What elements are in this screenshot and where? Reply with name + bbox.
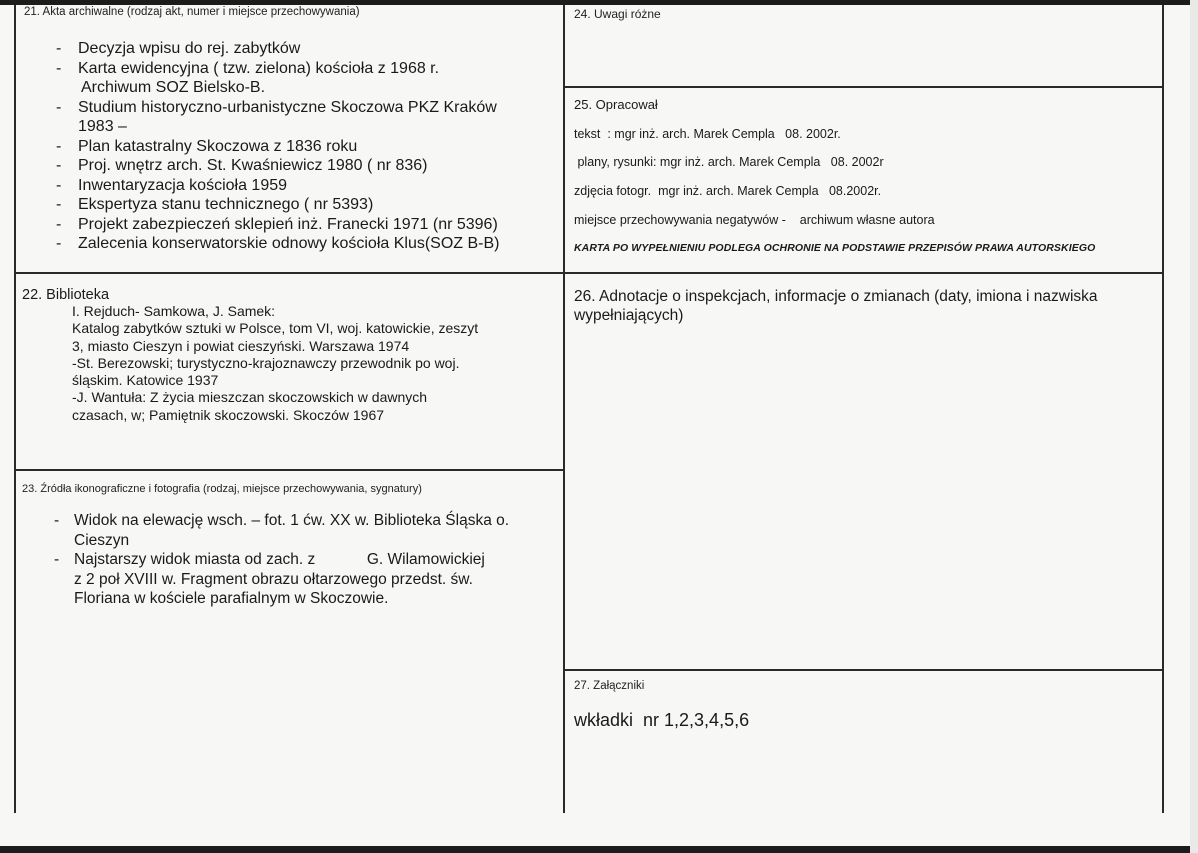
- section-23-list: [22, 511, 559, 609]
- divider-right-26-27: [563, 669, 1163, 671]
- list-item: - Projekt zabezpieczeń sklepień inż. Franecki 1971 (nr 5396): [24, 215, 559, 235]
- section-25-prepared-by: [574, 97, 1162, 272]
- list-item: - Proj. wnętrz arch. St. Kwaśniewicz 1980 ( nr 836): [24, 156, 559, 176]
- list-item: - Widok na elewację wsch. – fot. 1 ćw. XX w. Biblioteka Śląska o. Cieszyn: [22, 511, 559, 550]
- list-item: - Ekspertyza stanu technicznego ( nr 5393): [24, 195, 559, 215]
- form-border-right: [1162, 5, 1164, 813]
- text-author: tekst : mgr inż. arch. Marek Cempla 08. 2002r.: [574, 127, 841, 141]
- section-21-list: [24, 39, 559, 254]
- list-item: - Najstarszy widok miasta od zach. z G. Wilamowickiej z 2 poł XVIII w. Fragment obrazu ołtarzowego przedst. św. Floriana w kościele parafialnym w Skoczowie.: [22, 550, 559, 609]
- divider-right-25-26: [563, 272, 1163, 274]
- section-22-bibliography: I. Rejduch- Samkowa, J. Samek: Katalog zabytków sztuki w Polsce, tom VI, woj. katowickie, zeszyt 3, miasto Cieszyn i powiat cieszyński. Warszawa 1974 -St. Berezowski; turystyczno-krajoznawczy przewodnik po woj. śląskim. Katowice 1937 -J. Wantuła: Z życia mieszczan skoczowskich w dawnych czasach, w; Pamiętnik skoczowski. Skoczów 1967: [72, 303, 479, 423]
- list-item: - Karta ewidencyjna ( tzw. zielona) kościoła z 1968 r. Archiwum SOZ Bielsko-B.: [24, 59, 559, 98]
- section-27-attachments: [574, 680, 1159, 731]
- attachments-value: wkładki nr 1,2,3,4,5,6: [574, 710, 750, 730]
- drawings-author: plany, rysunki: mgr inż. arch. Marek Cempla 08. 2002r: [574, 155, 884, 169]
- section-21-archival-records: [24, 6, 559, 254]
- section-24-label: 24. Uwagi różne: [574, 7, 661, 21]
- section-26-inspection-notes: [574, 287, 1159, 325]
- section-26-label: 26. Adnotacje o inspekcjach, informacje o zmianach (daty, imiona i nazwiska wypełniających): [574, 288, 1098, 324]
- list-item: - Zalecenia konserwatorskie odnowy kościoła Klus(SOZ B-B): [24, 234, 559, 254]
- scan-bottom-edge: [0, 846, 1198, 853]
- section-25-label: 25. Opracował: [574, 97, 658, 112]
- list-item: - Plan katastralny Skoczowa z 1836 roku: [24, 137, 559, 157]
- negatives-location: miejsce przechowywania negatywów - archiwum własne autora: [574, 213, 935, 227]
- section-23-label: 23. Źródła ikonograficzne i fotografia (rodzaj, miejsce przechowywania, sygnatury): [22, 483, 422, 495]
- scan-right-edge: [1190, 0, 1198, 853]
- list-item: - Studium historyczno-urbanistyczne Skoczowa PKZ Kraków 1983 –: [24, 98, 559, 137]
- list-item: - Decyzja wpisu do rej. zabytków: [24, 39, 559, 59]
- section-21-label: 21. Akta archiwalne (rodzaj akt, numer i miejsce przechowywania): [24, 6, 360, 18]
- form-border-left: [14, 5, 16, 813]
- section-23-iconographic-sources: [22, 483, 559, 609]
- form-border-middle: [563, 5, 565, 813]
- list-item: - Inwentaryzacja kościoła 1959: [24, 176, 559, 196]
- scan-top-edge: [0, 0, 1198, 5]
- divider-left-21-22: [14, 272, 564, 274]
- section-27-label: 27. Załączniki: [574, 680, 645, 692]
- divider-right-24-25: [563, 86, 1163, 88]
- photos-author: zdjęcia fotogr. mgr inż. arch. Marek Cempla 08.2002r.: [574, 184, 882, 198]
- section-24-remarks: [574, 7, 661, 21]
- section-22-label: 22. Biblioteka: [22, 287, 110, 303]
- copyright-notice: KARTA PO WYPEŁNIENIU PODLEGA OCHRONIE NA PODSTAWIE PRZEPISÓW PRAWA AUTORSKIEGO: [574, 242, 1096, 254]
- divider-left-22-23: [14, 469, 564, 471]
- section-22-library: [22, 287, 557, 424]
